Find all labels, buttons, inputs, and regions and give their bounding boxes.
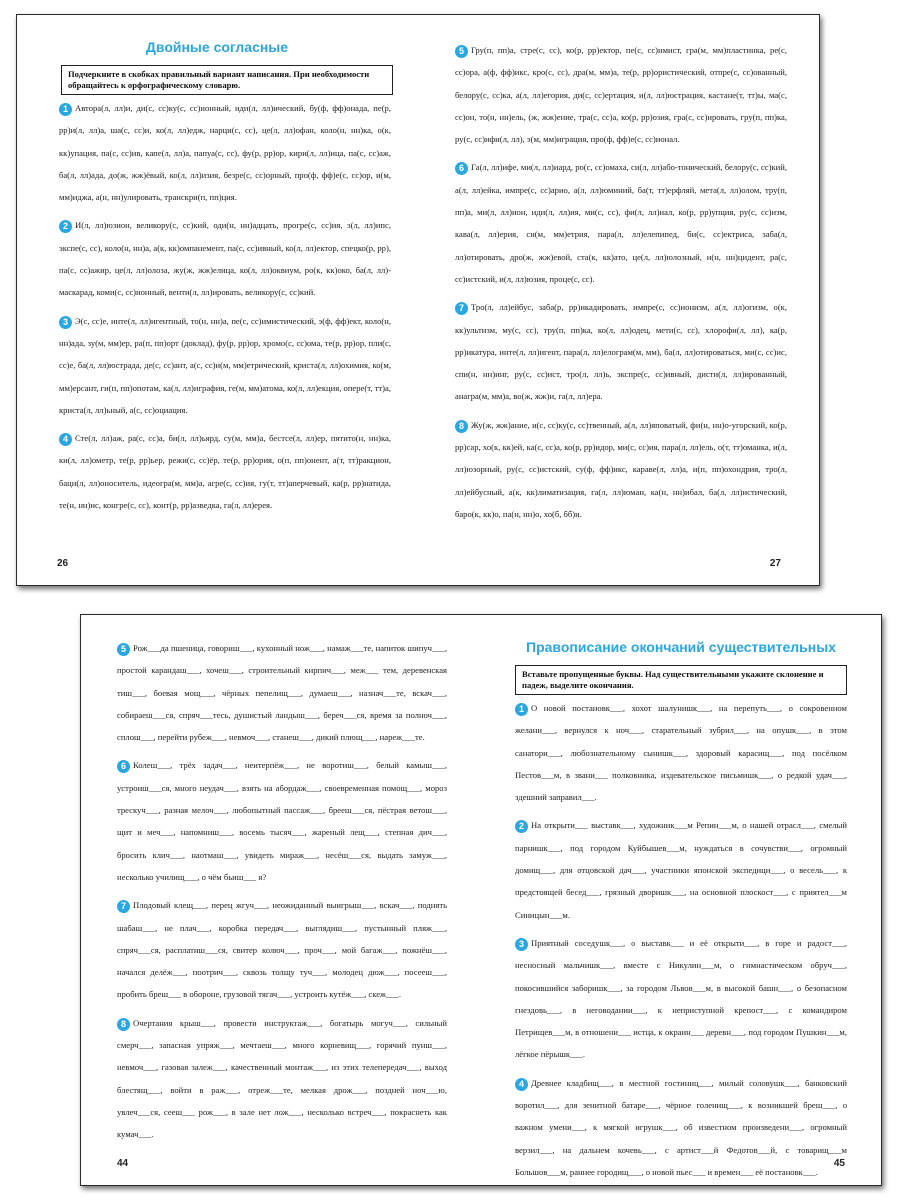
- exercise-number-badge: 2: [59, 220, 72, 233]
- exercise-number-badge: 6: [455, 162, 468, 175]
- exercise-item: [455, 296, 787, 407]
- exercise-column: [59, 97, 391, 522]
- page-number: 44: [117, 1158, 129, 1169]
- page-number: 26: [57, 558, 69, 569]
- exercise-number-badge: 6: [117, 760, 130, 773]
- exercise-text: Приятный соседушк___, о выставк___ и её открыти___, в горе и радост___, несносный мальчишк___, вместе с Никулин___м, о гимнастическом обруч___, покосившийся заборишк___, за городом Львов___м, в высокой башн___, о безопасном гнездовь___, в неговодании___, к неприступной крепост___, с командиром Петрищев___м, в отношени___ истца, к окраин___ деревн___, под городом Пушкин___м, лёгкое пёрышк___.: [515, 937, 847, 1060]
- exercise-text: И(л, лл)юзион, великору(с, сс)кий, оди(н, нн)адцать, прогре(с, сс)ия, э(л, лл)ипс, экспе(с, сс), коло(н, нн)а, а(к, кк)омпанемент, па(с, сс)ивный, ко(л, лл)ектор, спецко(р, рр), па(с, сс)ажир, це(л, лл)олоза, жу(ж, жж)елица, ко(л, лл)оквиум, ро(к, кк)око, ба(л, лл)-маскарад, коми(с, сс)ионный, венти(л, лл)ировать, великору(с, сс)кий.: [59, 220, 391, 298]
- exercise-number-badge: 1: [59, 103, 72, 116]
- exercise-number-badge: 7: [455, 302, 468, 315]
- instruction-box: Подчеркните в скобках правильный вариант написания. При необходимости обращайтесь к орфографическому словарю.: [61, 65, 393, 95]
- exercise-text: Га(л, лл)ифе, ми(л, лл)иард, ро(с, сс)омаха, си(л, лл)або-тонический, белору(с, сс)кий, а(л, лл)ейка, импре(с, сс)арио, а(л, лл)юминий, ба(т, тт)ерфляй, мета(л, лл)олом, тру(п, пп)а, ми(л, лл)ион, иди(л, лл)ия, ми(с, сс), фи(л, лл)иал, ко(р, рр)упция, ру(с, сс)изм, кава(л, лл)ерия, си(м, мм)етрия, пара(л, лл)елепипед, би(с, сс)ектриса, заба(л, лл)отировать, дро(ж, жж)евой, ста(к, кк)ато, це(л, лл)юлозный, и(н, нн)цидент, ра(с, сс)истский, и(л, лл)юзия, проце(с, сс).: [455, 162, 787, 284]
- exercise-text: Э(с, сс)е, инте(л, лл)игентный, то(н, нн)а, пе(с, сс)имистический, э(ф, фф)ект, коло(н, нн)ада, зу(м, мм)ер, ра(п, пп)орт (доклад), фу(р, рр)ор, хромо(с, сс)ома, те(р, рр)ор, пли(с, сс)е, ба(л, лл)юстрада, де(с, сс)ант, а(с, сс)и(м, мм)етрический, криста(л, лл)охимия, ко(м, мм)ерсант, ги(п, пп)опотам, ка(л, лл)играфия, ге(м, мм)атома, ко(л, лл)екция, опере(т, тт)а, криста(л, лл)ьный, а(с, сс)оциация.: [59, 315, 391, 415]
- exercise-text: Плодовый клещ___, перец жгуч___, неожиданный выигрыш___, вскач___, поднять шабаш___, не плач___, коробка передач___, выглядиш___, пустынный пляж___, спряч___ся, расплатиш___ся, свитер колюч___, проч___, мой багаж___, пожнёш___, начался делёж___, поотрич___, сквозь толщу туч___, молодец дюж___, посееш___, пробить бреш___ в обороне, грузовой тягач___, устроить кутёж___, скеж___.: [117, 900, 447, 1000]
- exercise-number-badge: 5: [117, 643, 130, 656]
- exercise-text: Автора(л, лл)и, ди(с, сс)ку(с, сс)ионный, иди(л, лл)ический, бу(ф, фф)онада, пе(р, рр)и(л, лл)а, ша(с, сс)и, ко(л, лл)едж, нарци(с, сс), це(л, лл)офан, коло(н, нн)ка, о(к, кк)упация, па(с, сс)ив, капе(л, лл)а, папуа(с, сс), фу(р, рр)ор, кири(л, лл)ица, па(с, сс)аж, ба(л, лл)ада, до(ж, жж)ёвый, ко(л, лл)изия, безре(с, сс)орный, про(ф, фф)е(с, сс)ор, и(м, мм)иджа, а(н, нн)улировать, транскри(п, пп)ция.: [59, 103, 391, 203]
- exercise-number-badge: 4: [59, 433, 72, 446]
- exercise-item: [117, 1012, 447, 1146]
- exercise-number-badge: 4: [515, 1078, 528, 1091]
- exercise-text: Древнее кладбищ___, в местной гостиниц___, милый соловушк___, банковский воротил___, для зенитной батаре___, чёрное голенищ___, к возникшей бреш___, о важном умени___, к мягкой игрушк___, об известном произведени___, огромный верзил___, на дальнем кочевь___, с артист___й Федотов___й, с товарищ___м Большов___м, раннее городищ___, о новой пьес___ и времен___ её постановк___.: [515, 1077, 847, 1177]
- exercise-item: [59, 427, 391, 516]
- exercise-item: [59, 214, 391, 303]
- exercise-number-badge: 5: [455, 45, 468, 58]
- book-spread-pages-44-45: [80, 614, 882, 1186]
- exercise-text: О новой постановк___, хохот шалунишк___, на перепуть___, о сокровенном желани___, вернулся к ноч___, старательный зубрил___, на опушк___, в этом санатори___, любознательному сынишк___, здоровый карасищ___, под посёлком Пестов___м, в звани___ полковника, издевательское письмишк___, о редкой удач___, здешний заправил___.: [515, 703, 847, 803]
- page-26: [17, 15, 417, 585]
- exercise-item: [117, 894, 447, 1005]
- page-27: [417, 15, 817, 585]
- page-title: Правописание окончаний существительных: [526, 639, 836, 655]
- exercise-column: [455, 39, 787, 531]
- exercise-item: [515, 814, 847, 925]
- page-title: Двойные согласные: [145, 39, 289, 55]
- exercise-column: [515, 697, 847, 1189]
- exercise-item: [117, 754, 447, 888]
- exercise-text: Тро(л, лл)ейбус, заба(р, рр)икадировать, импре(с, сс)ионизм, а(л, лл)огизм, о(к, кк)ультизм, му(с, сс), тру(п, пп)ка, ко(л, лл)одец, мети(с, сс), хлорофи(л, лл), ка(р, рр)икатура, инте(л, лл)игент, пара(л, лл)елограм(м, мм), ба(л, лл)отироваться, ми(с, сс)ис, спи(н, нн)инг, ру(с, сс)ист, тро(л, лл)ь, экспре(с, сс)ивный, дисти(л, лл)ированный, анагра(м, мм)а, во(ж, жж)и, га(л, лл)ера.: [455, 302, 787, 402]
- exercise-text: Очертания крыш___, провести инструктаж___, богатырь могуч___, сильный смерч___, запасная упряж___, мечтаеш___, много корневищ___, горячий пунш___, невмоч___, газовая залеж___, качественный монтаж___, из этих телепередач___, выход блестящ___, войти в раж___, отреж___те, мелкая дрож___, поздней ноч___ю, увлеч___ся, сееш___ рож___, в зале нет лож___, несколько встреч___, покраснеть как кумач___.: [117, 1017, 447, 1140]
- page-44: [81, 615, 481, 1185]
- exercise-item: [117, 637, 447, 748]
- exercise-column: [117, 637, 447, 1152]
- exercise-text: Колеш___, трёх задач___, неитерпёж___, не воротиш___, белый камыш___, устроиш___ся, много неудач___, взять на абордаж___, своевременная помощ___, мороз трескуч___, разная мелоч___, любопытный пассаж___, брееш___ся, пёстрая ветош___, щит и меч___, напомниш___, восемь тысяч___, жареный лещ___, степная дич___, бросить клич___, наотмаш___, увидеть мираж___, несёш___ся, выдать замуж___, несколько училищ___, о чём бьиш___ я?: [117, 760, 447, 882]
- exercise-text: На открыти___ выставк___, художник___м Репин___м, о нашей отрасл___, смелый парнишк___, под городом Куйбышев___м, нуждаться в сочувстви___, огромный домищ___, для отцовской дач___, участники японской экспедици___, о весель___, к предстоящей бесед___, грязный дворишк___, на основной плоскост___, с приятел___м Синицын___м.: [515, 820, 847, 920]
- exercise-item: [59, 97, 391, 208]
- exercise-number-badge: 8: [117, 1018, 130, 1031]
- exercise-item: [59, 310, 391, 421]
- exercise-item: [455, 39, 787, 150]
- exercise-number-badge: 7: [117, 900, 130, 913]
- exercise-item: [455, 156, 787, 290]
- exercise-item: [515, 697, 847, 808]
- exercise-number-badge: 1: [515, 703, 528, 716]
- exercise-text: Гру(п, пп)а, стре(с, сс), ко(р, рр)ектор, пе(с, сс)имист, гра(м, мм)пластинка, ре(с, сс)ора, а(ф, фф)икс, кро(с, сс), дра(м, мм)а, те(р, рр)ористический, отпре(с, сс)ованный, белору(с, сс)ка, а(л, лл)егория, ди(с, сс)ертация, и(л, лл)юстрация, кастане(т, тт)ы, ма(с, сс)он, то(н, нн)ель, (ж, жж)ение, тра(с, сс)а, ко(р, рр)озия, гра(с, сс)ировать, гру(п, пп)ка, ру(с, сс)ифи(л, лл), э(м, мм)играция, про(ф, фф)е(с, сс)ионал.: [455, 45, 787, 145]
- page-number: 27: [769, 558, 781, 569]
- exercise-text: Рож___да пшеница, говориш___, кухонный нож___, намаж___те, напиток шипуч___, простой карандаш___, хочеш___, строительный кирпич___, меж___ тем, деревенская тиш___, боевая мощ___, чёрных пепелищ___, думаеш___, назнач___те, вскач___, собираеш___ся, спряч___тесь, душистый ландыш___, береч___ся, время за полноч___, сплош___, перейти рубеж___, невмоч___, станеш___, дикий плющ___, нареж___те.: [117, 643, 447, 743]
- exercise-number-badge: 3: [59, 316, 72, 329]
- book-spread-pages-26-27: [16, 14, 820, 586]
- exercise-number-badge: 3: [515, 938, 528, 951]
- page-45: [481, 615, 881, 1185]
- exercise-number-badge: 8: [455, 420, 468, 433]
- exercise-text: Сте(л, лл)аж, ра(с, сс)а, би(л, лл)ьярд, су(м, мм)а, бестсе(л, лл)ер, пятито(н, нн)ка, ки(л, лл)ометр, те(р, рр)ьер, режи(с, сс)ёр, те(р, рр)ория, о(п, пп)онент, а(т, тт)ракцион, баци(л, лл)оноситель, идеогра(м, мм)а, агре(с, сс)ия, гу(т, тт)аперчевый, ка(р, рр)натида, те(н, нн)ис, конгре(с, сс), конт(р, рр)азведка, га(л, лл)ерея.: [59, 433, 391, 511]
- exercise-number-badge: 2: [515, 820, 528, 833]
- instruction-box: Вставьте пропущенные буквы. Над существительными укажите склонение и падеж, выделите окончания.: [515, 665, 847, 695]
- exercise-item: [455, 414, 787, 525]
- exercise-text: Жу(ж, жж)ание, и(с, сс)ку(с, сс)твенный, а(л, лл)яповатый, фи(н, нн)о-угорский, ко(р, рр)сар, хо(к, кк)ей, ка(с, сс)а, ко(р, рр)идор, ми(с, сс)ия, пара(л, лл)ель, о(т, тт)оманка, и(л, лл)юзорный, ру(с, сс)истский, су(ф, фф)икс, караве(л, лл)а, и(п, пп)охондрия, тро(л, лл)ейбусный, а(к, кк)лиматизация, га(л, лл)юман, ка(н, нн)ибал, ба(л, лл)истический, баро(к, кк)о, па(н, нн)о, хо(б, бб)и.: [455, 419, 787, 519]
- page-number: 45: [833, 1158, 845, 1169]
- exercise-item: [515, 1072, 847, 1183]
- exercise-item: [515, 932, 847, 1066]
